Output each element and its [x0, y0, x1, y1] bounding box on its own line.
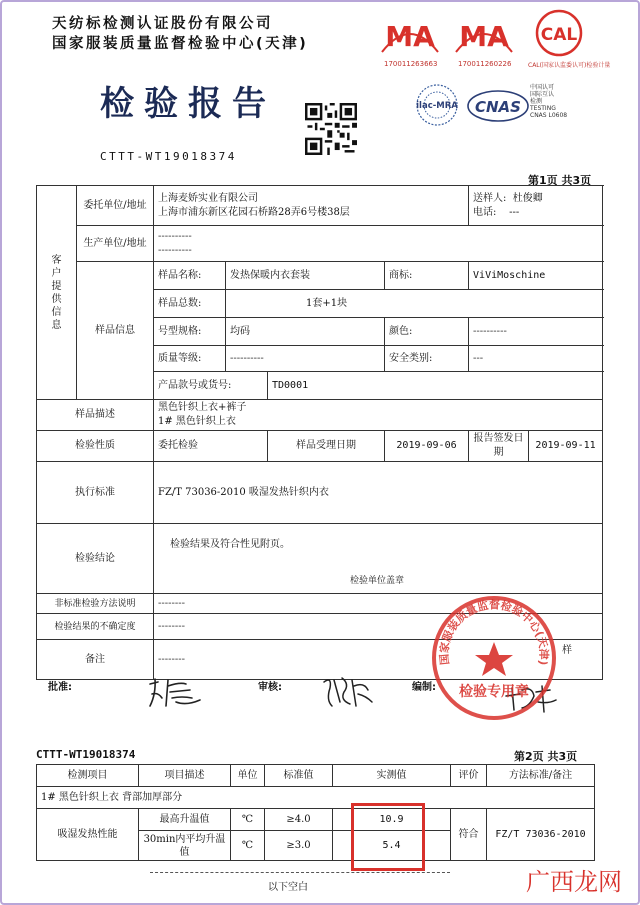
cnas-caption-line: CNAS L0608 — [530, 112, 568, 119]
page2-number: 第2页 共3页 — [514, 750, 578, 763]
remark-extra: 样 — [562, 645, 573, 656]
cma2-number: 170011260226 — [458, 60, 512, 68]
producer-label: 生产单位/地址 — [77, 226, 154, 262]
sub-unit: ℃ — [231, 809, 265, 831]
sub-unit: ℃ — [231, 831, 265, 861]
cnas-logo-text: CNAS — [475, 98, 521, 116]
report-title: 检验报告 — [100, 84, 276, 124]
client-address: 上海市浦东新区花园石桥路28弄6号楼38层 — [158, 206, 350, 218]
grade-label: 质量等级: — [154, 346, 226, 372]
safety-value: --- — [469, 346, 603, 372]
cma-mark-icon — [452, 12, 516, 56]
col-header: 项目描述 — [139, 765, 231, 787]
highlight-box — [351, 803, 425, 871]
conclusion-value: 检验结果及符合性见附页。 检验单位盖章 — [154, 524, 603, 594]
cnas-caption — [530, 84, 590, 119]
results-table — [36, 764, 595, 861]
page1-number: 第1页 共3页 — [528, 174, 592, 187]
producer-value: ---------- ---------- — [154, 226, 603, 262]
cnas-caption-line: TESTING — [530, 105, 556, 112]
client-info — [154, 186, 469, 226]
remark-label: 备注 — [37, 640, 154, 680]
col-header: 单位 — [231, 765, 265, 787]
cma-mark-text: MA — [459, 20, 509, 53]
inspection-seal-icon — [430, 594, 558, 722]
spec-value: 均码 — [226, 318, 385, 346]
col-header: 方法标准/备注 — [487, 765, 595, 787]
phone-value: --- — [509, 206, 520, 218]
cnas-logo-icon — [466, 86, 530, 126]
cma1-number: 170011263663 — [384, 60, 438, 68]
client-label: 委托单位/地址 — [77, 186, 154, 226]
approver-signature — [146, 676, 206, 710]
watermark-text: 广西龙网 — [526, 868, 622, 896]
grade-value: ---------- — [226, 346, 385, 372]
nonstd-value: -------- — [154, 594, 603, 614]
item-name: 吸湿发热性能 — [37, 809, 139, 861]
desc-value: 黑色针织上衣+裤子 1# 黑色针织上衣 — [154, 400, 603, 431]
standard-label: 执行标准 — [37, 462, 154, 524]
standard-value: FZ/T 73036-2010 吸湿发热针织内衣 — [154, 462, 603, 524]
approve-label: 批准: — [48, 682, 72, 693]
seal-caption: 检验单位盖章 — [350, 576, 405, 586]
sub-measured: 10.9 — [333, 809, 451, 831]
desc-label: 样品描述 — [37, 400, 154, 431]
seal-ring-text: 国家服装质量监督检验中心(天津) — [437, 598, 551, 667]
brand-value: ViViMoschine — [469, 262, 603, 290]
sub-measured: 5.4 — [333, 831, 451, 861]
org-name-line1: 天纺标检测认证股份有限公司 — [52, 16, 273, 32]
remark-value: -------- 样 — [154, 640, 603, 680]
color-value: ---------- — [469, 318, 603, 346]
sample-name-value: 发热保暖内衣套装 — [226, 262, 385, 290]
cnas-caption-line: 国际互认 — [530, 91, 555, 98]
report-number: CTTT-WT19018374 — [100, 150, 237, 163]
cal-mark-icon — [534, 8, 584, 58]
cma-mark-text: MA — [385, 20, 435, 53]
recv-date-label: 样品受理日期 — [268, 431, 385, 462]
sample-info-label: 样品信息 — [77, 262, 154, 400]
brand-label: 商标: — [385, 262, 469, 290]
client-name: 上海麦娇实业有限公司 — [158, 192, 258, 204]
sub-standard: ≥3.0 — [265, 831, 333, 861]
phone-label: 电话: — [473, 206, 497, 218]
cnas-caption-line: 中国认可 — [530, 84, 555, 91]
section-client-info: 客户提供信息 — [37, 186, 77, 400]
col-header: 实测值 — [333, 765, 451, 787]
col-header: 评价 — [451, 765, 487, 787]
org-name-line2: 国家服装质量监督检验中心(天津) — [52, 36, 309, 52]
cal-mark-text: CAL — [540, 25, 578, 45]
qr-code-icon — [305, 103, 357, 155]
spec-label: 号型规格: — [154, 318, 226, 346]
ilac-mra-logo-icon — [410, 82, 464, 128]
seal-center-text: 检验专用章 — [459, 684, 529, 700]
issue-date-value: 2019-09-11 — [529, 431, 603, 462]
sample-count-value: 1套+1块 — [226, 290, 603, 318]
color-label: 颜色: — [385, 318, 469, 346]
end-divider — [150, 872, 450, 873]
sub-desc: 最高升温值 — [139, 809, 231, 831]
review-label: 审核: — [258, 682, 282, 693]
cnas-caption-line: 检测 — [530, 98, 543, 105]
sub-standard: ≥4.0 — [265, 809, 333, 831]
col-header: 标准值 — [265, 765, 333, 787]
sub-desc: 30min内平均升温值 — [139, 831, 231, 861]
ilac-mra-text: ilac-MRA — [416, 101, 458, 111]
nature-value: 委托检验 — [154, 431, 268, 462]
safety-label: 安全类别: — [385, 346, 469, 372]
col-header: 检测项目 — [37, 765, 139, 787]
uncert-label: 检验结果的不确定度 — [37, 614, 154, 640]
sender-value: 杜俊卿 — [512, 192, 543, 204]
compile-label: 编制: — [412, 682, 436, 693]
article-label: 产品款号或货号: — [154, 372, 268, 400]
cal-caption: CAL(国家认监委认可)检验计量 — [528, 62, 611, 69]
issue-date-label: 报告签发日期 — [469, 431, 529, 462]
blank-below-note: 以下空白 — [268, 882, 308, 893]
method: FZ/T 73036-2010 — [487, 809, 595, 861]
sample-name-label: 样品名称: — [154, 262, 226, 290]
nonstd-label: 非标准检验方法说明 — [37, 594, 154, 614]
article-value: TD0001 — [268, 372, 603, 400]
sender-info — [469, 186, 603, 226]
sample-count-label: 样品总数: — [154, 290, 226, 318]
page2-report-number: CTTT-WT19018374 — [36, 748, 136, 761]
uncert-value: -------- — [154, 614, 603, 640]
reviewer-signature — [318, 672, 378, 712]
nature-label: 检验性质 — [37, 431, 154, 462]
sample-row: 1# 黑色针织上衣 背部加厚部分 — [37, 787, 595, 809]
sender-label: 送样人: — [473, 192, 507, 204]
conclusion-label: 检验结论 — [37, 524, 154, 594]
cma-mark-icon — [378, 12, 442, 56]
recv-date-value: 2019-09-06 — [385, 431, 469, 462]
evaluation: 符合 — [451, 809, 487, 861]
